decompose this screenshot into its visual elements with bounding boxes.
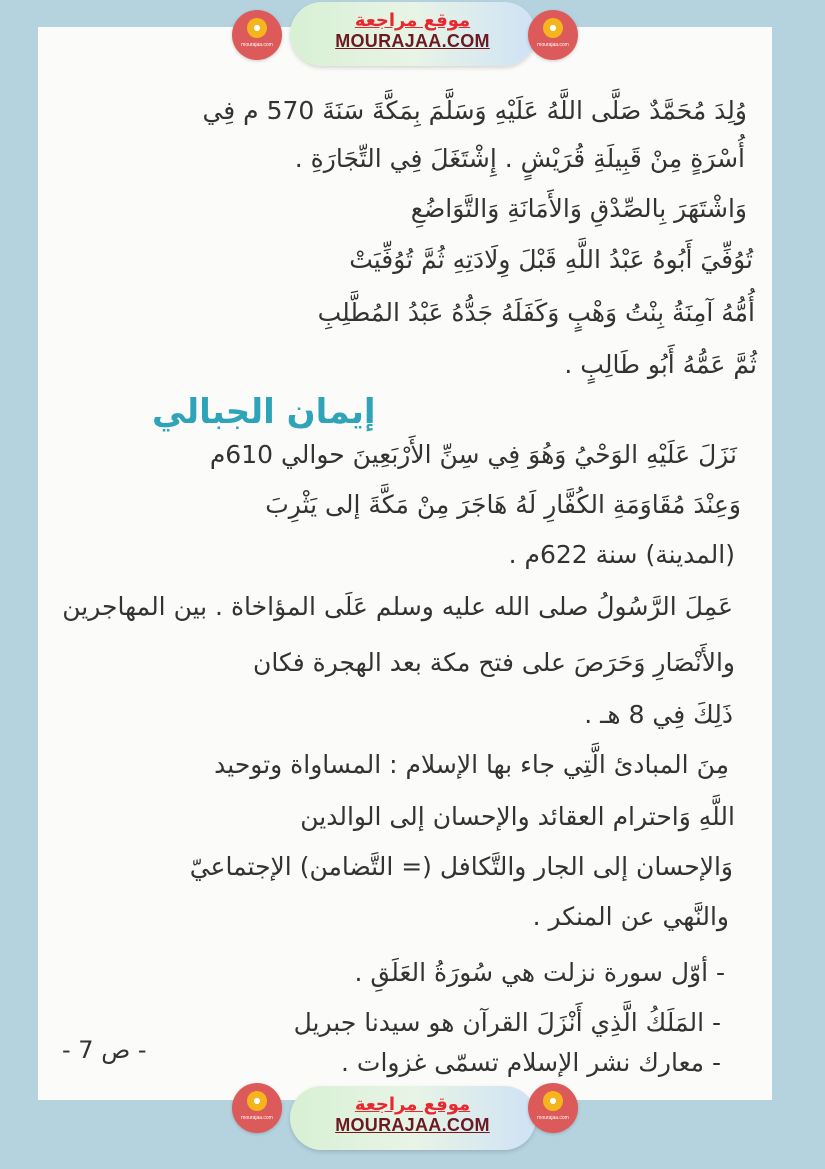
- site-logo-badge-right-top[interactable]: [528, 10, 578, 60]
- logo-icon: ●: [543, 1091, 563, 1111]
- text-line: أُمُّهُ آمِنَةُ بِنْتُ وَهْبٍ وَكَفَلَهُ جَدُّهُ عَبْدُ المُطَّلِبِ: [317, 298, 755, 327]
- author-watermark: إيمان الجبالي: [152, 392, 376, 432]
- site-logo-badge-left-bottom[interactable]: [232, 1083, 282, 1133]
- text-line: - المَلَكُ الَّذِي أَنْزَلَ القرآن هو سيدنا جبريل: [293, 1008, 721, 1037]
- logo-icon: ●: [543, 18, 563, 38]
- text-line: أُسْرَةٍ مِنْ قَبِيلَةِ قُرَيْشٍ . إِشْتَغَلَ فِي التِّجَارَةِ .: [294, 144, 745, 173]
- site-name-en[interactable]: MOURAJAA.COM: [335, 1115, 490, 1135]
- text-line: نَزَلَ عَلَيْهِ الوَحْيُ وَهُوَ فِي سِنِّ الأَرْبَعِينَ حوالي 610م: [209, 440, 737, 469]
- badge-domain: mourajaa.com: [537, 42, 569, 48]
- site-name-ar[interactable]: موقع مراجعة: [354, 10, 471, 31]
- badge-domain: mourajaa.com: [241, 1115, 273, 1121]
- text-line: ثُمَّ عَمُّهُ أَبُو طَالِبٍ .: [564, 350, 757, 379]
- text-line: وَاشْتَهَرَ بِالصِّدْقِ وَالأَمَانَةِ وَالتَّوَاضُعِ: [410, 194, 747, 223]
- text-line: (المدينة) سنة 622م .: [508, 540, 735, 569]
- text-line: ذَلِكَ فِي 8 هـ .: [584, 700, 733, 729]
- badge-domain: mourajaa.com: [537, 1115, 569, 1121]
- site-logo-badge-right-bottom[interactable]: [528, 1083, 578, 1133]
- text-line: وَالإحسان إلى الجار والتَّكافل (= التَّضامن) الإجتماعيّ: [189, 852, 733, 881]
- text-line: مِنَ المبادئ الَّتِي جاء بها الإسلام : المساواة وتوحيد: [214, 750, 729, 779]
- text-line: - أوّل سورة نزلت هي سُورَةُ العَلَقِ .: [354, 958, 725, 987]
- page-number: - ص 7 -: [62, 1036, 147, 1064]
- text-line: اللَّهِ وَاحترام العقائد والإحسان إلى الوالدين: [300, 802, 735, 831]
- text-line: - معارك نشر الإسلام تسمّى غزوات .: [341, 1048, 721, 1077]
- site-name-en[interactable]: MOURAJAA.COM: [335, 31, 490, 51]
- site-logo-badge-left-top[interactable]: [232, 10, 282, 60]
- site-name-ar[interactable]: موقع مراجعة: [354, 1094, 471, 1115]
- site-banner-top[interactable]: [290, 2, 536, 66]
- badge-domain: mourajaa.com: [241, 42, 273, 48]
- text-line: والأَنْصَارِ وَحَرَصَ على فتح مكة بعد الهجرة فكان: [252, 648, 735, 677]
- logo-icon: ●: [247, 18, 267, 38]
- text-line: تُوُفِّيَ أَبُوهُ عَبْدُ اللَّهِ قَبْلَ وِلَادَتِهِ ثُمَّ تُوُفِّيَتْ: [349, 245, 753, 274]
- text-line: والنَّهي عن المنكر .: [532, 902, 729, 931]
- logo-icon: ●: [247, 1091, 267, 1111]
- site-banner-bottom[interactable]: [290, 1086, 536, 1150]
- text-line: وَعِنْدَ مُقَاوَمَةِ الكُفَّارِ لَهُ هَاجَرَ مِنْ مَكَّةَ إلى يَثْرِبَ: [265, 490, 741, 519]
- text-line: وُلِدَ مُحَمَّدٌ صَلَّى اللَّهُ عَلَيْهِ وَسَلَّمَ بِمَكَّةَ سَنَةَ 570 م فِي: [202, 96, 747, 125]
- text-line: عَمِلَ الرَّسُولُ صلى الله عليه وسلم عَلَى المؤاخاة . بين المهاجرين: [62, 592, 733, 621]
